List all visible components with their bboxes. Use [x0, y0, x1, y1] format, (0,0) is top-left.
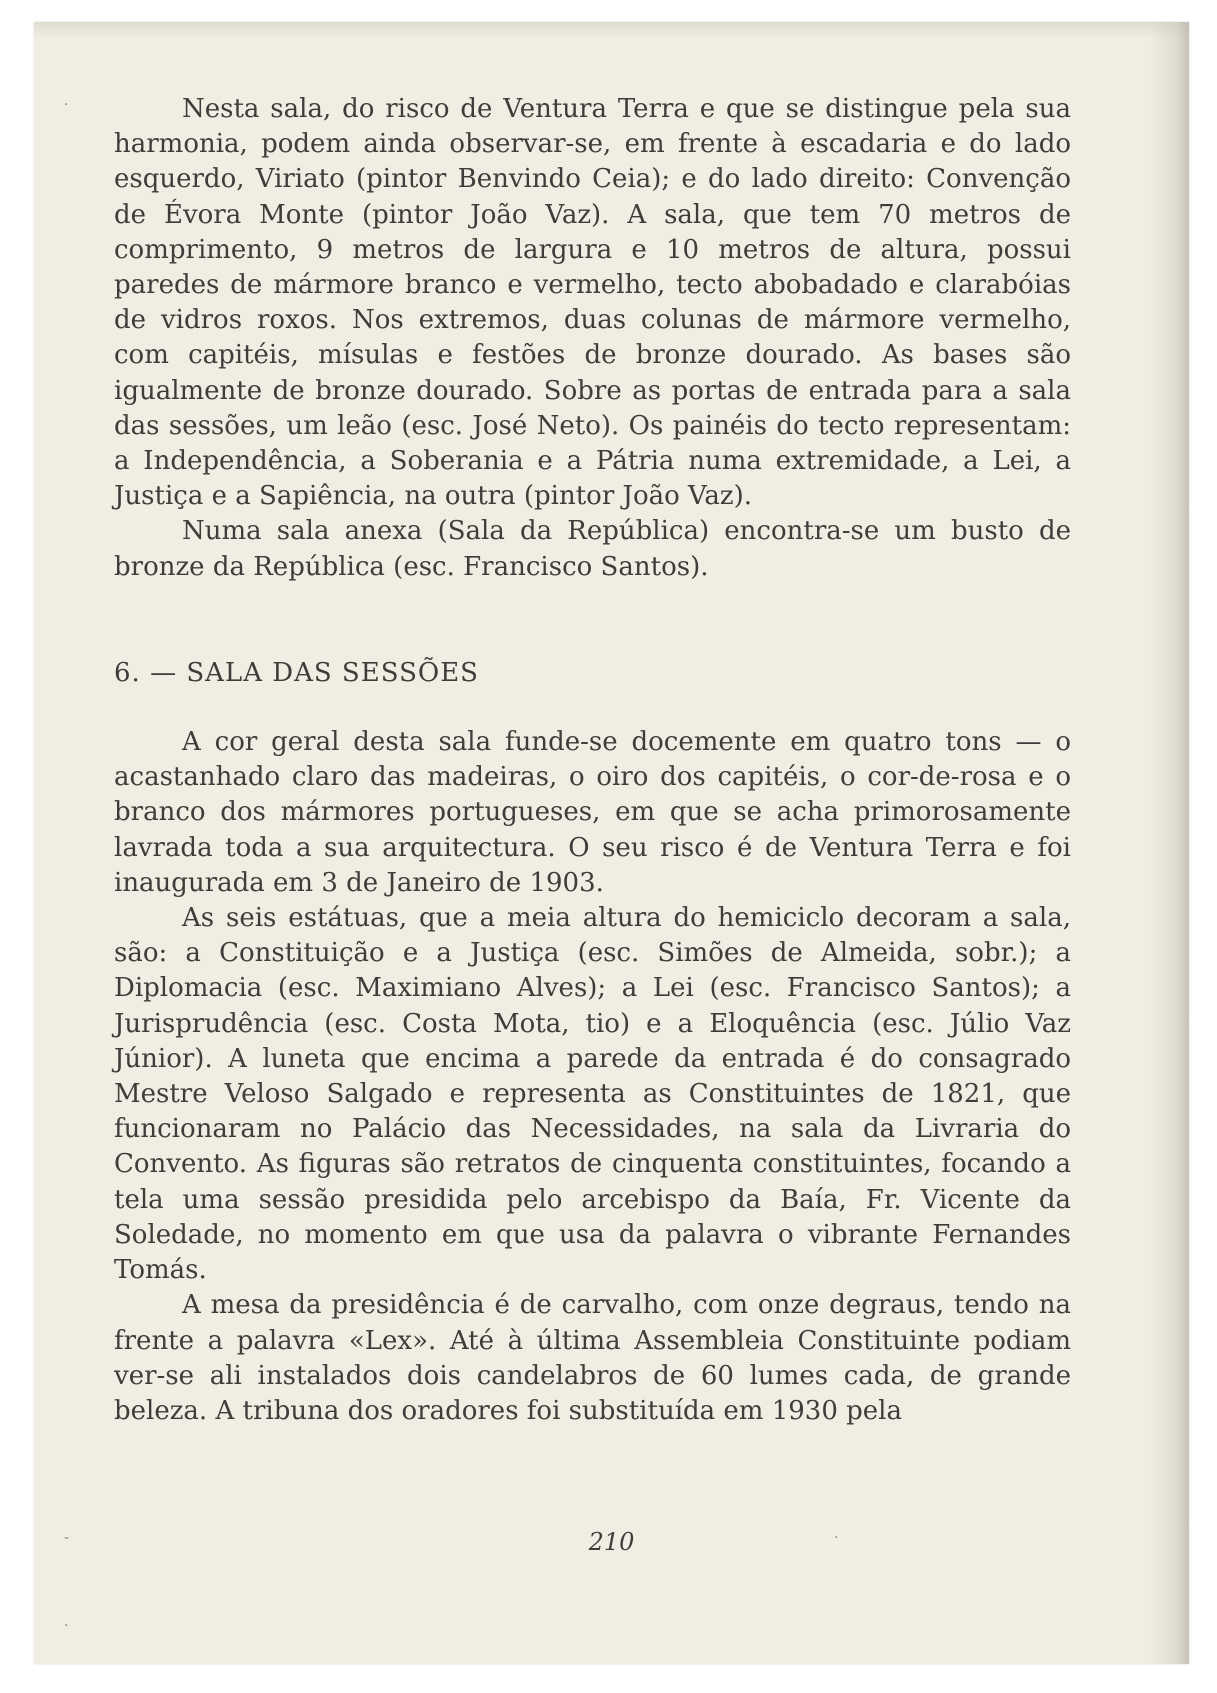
- page-edge-shadow: [1149, 22, 1189, 1664]
- margin-dash-icon: -: [64, 1530, 70, 1546]
- paragraph: Numa sala anexa (Sala da República) encontra-se um busto de bronze da República (esc. Francisco Santos).: [114, 516, 1071, 582]
- paragraph: As seis estátuas, que a meia altura do hemiciclo decoram a sala, são: a Constituição e a Justiça (esc. Simões de Almeida, sobr.); a Diplomacia (esc. Maximiano Alves); a Lei (esc. Francisco Santos); a Jurisprudência (esc. Costa Mota, tio) e a Eloquência (esc. Júlio Vaz Júnior). A luneta que encima a parede da entrada é do consagrado Mestre Veloso Salgado e representa as Constituintes de 1821, que funcionaram no Palácio das Necessidades, na sala da Livraria do Convento. As figuras são retratos de cinquenta constituintes, focando a tela uma sessão presidida pelo arcebispo da Baía, Fr. Vicente da Soledade, no momento em que usa da palavra o vibrante Fernandes Tomás.: [114, 903, 1071, 1286]
- paragraph: Nesta sala, do risco de Ventura Terra e que se distingue pela sua harmonia, podem ainda observar-se, em frente à escadaria e do lado esquerdo, Viriato (pintor Benvindo Ceia); e do lado direito: Convenção de Évora Monte (pintor João Vaz). A sala, que tem 70 metros de comprimento, 9 metros de largura e 10 metros de altura, possui paredes de mármore branco e vermelho, tecto abobadado e clarabóias de vidros roxos. Nos extremos, duas colunas de mármore vermelho, com capitéis, mísulas e festões de bronze dourado. As bases são igualmente de bronze dourado. Sobre as portas de entrada para a sala das sessões, um leão (esc. José Neto). Os painéis do tecto representam: a Independência, a Soberania e a Pátria numa extremidade, a Lei, a Justiça e a Sapiência, na outra (pintor João Vaz).: [114, 94, 1071, 512]
- section-heading: 6. — SALA DAS SESSÕES: [114, 657, 479, 688]
- paragraph: A mesa da presidência é de carvalho, com onze degraus, tendo na frente a palavra «Lex». Até à última Assembleia Constituinte podiam ver-se ali instalados dois candelabros de 60 lumes cada, de grande beleza. A tribuna dos oradores foi substituída em 1930 pela: [114, 1290, 1071, 1426]
- scanned-page: [34, 22, 1189, 1664]
- margin-dot-icon: ·: [64, 97, 69, 113]
- margin-dot-icon: ·: [64, 1618, 69, 1634]
- paragraph: A cor geral desta sala funde-se docemente em quatro tons — o acastanhado claro das madeiras, o oiro dos capitéis, o cor-de-rosa e o branco dos mármores portugueses, em que se acha primorosamente lavrada toda a sua arquitectura. O seu risco é de Ventura Terra e foi inaugurada em 3 de Janeiro de 1903.: [114, 727, 1071, 898]
- body-text: [114, 92, 1071, 1429]
- page-number: 210: [588, 1528, 635, 1556]
- page-top-shadow: [34, 22, 1189, 40]
- margin-dot-icon: ·: [834, 1530, 839, 1546]
